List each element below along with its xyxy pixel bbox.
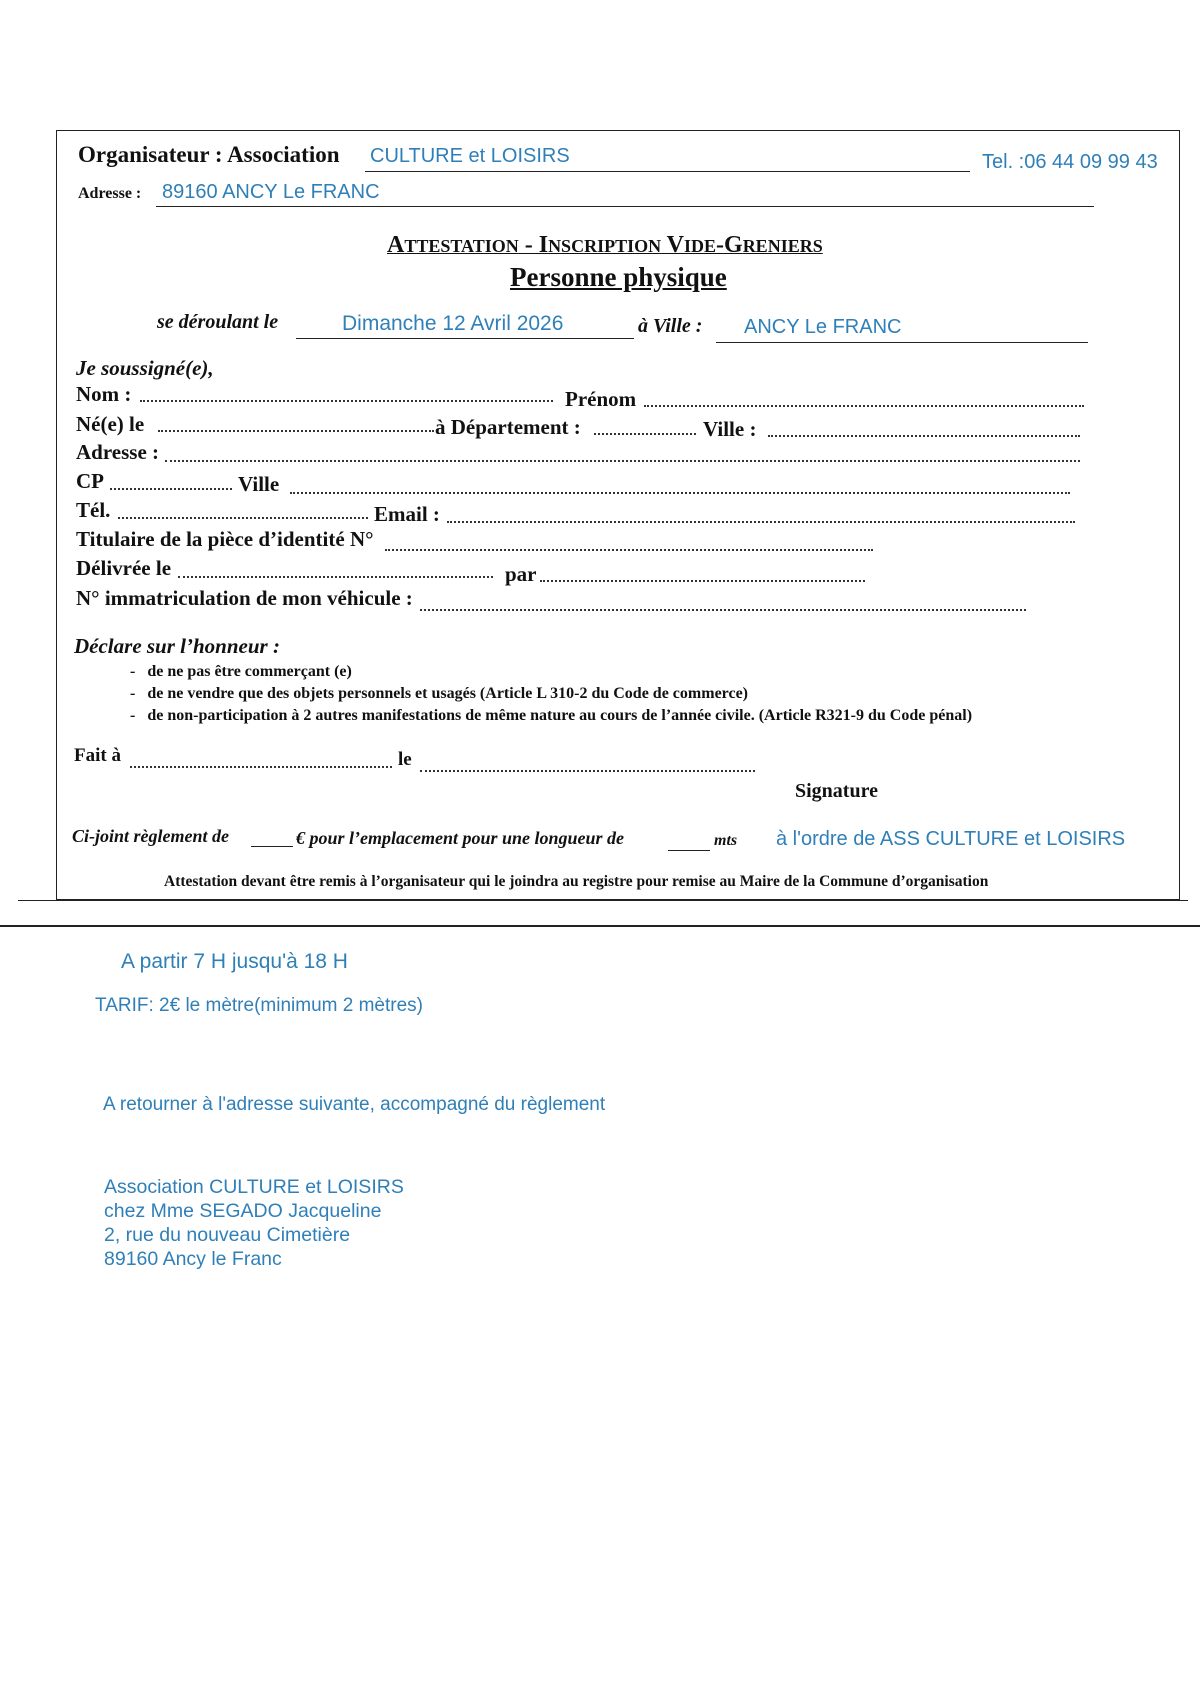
return-address-line: 89160 Ancy le Franc [104,1248,282,1270]
issued-date-label: Délivrée le [76,556,172,580]
city-field-label: Ville [238,472,280,496]
issued-by-label: par [505,562,537,586]
birth-city-label: Ville : [703,417,757,441]
cp-field[interactable] [110,488,232,490]
signature-label: Signature [795,780,878,802]
event-date: Dimanche 12 Avril 2026 [342,312,564,335]
address-underline [156,206,1094,207]
issued-date-field[interactable] [178,576,493,578]
document-subtitle: Personne physique [510,262,727,292]
tel-label: Tél. [76,498,111,522]
organizer-underline [365,171,970,172]
return-address-line: chez Mme SEGADO Jacqueline [104,1200,382,1222]
price-info: TARIF: 2€ le mètre(minimum 2 mètres) [95,995,423,1016]
city-underline [716,342,1088,343]
address-value: 89160 ANCY Le FRANC [162,181,380,203]
phone-number: Tel. :06 44 09 99 43 [982,151,1158,173]
document-title: ATTESTATION - INSCRIPTION VIDE-GRENIERS [387,232,823,258]
prenom-field[interactable] [644,405,1084,407]
declaration-item: - de non-participation à 2 autres manifestations de même nature au cours de l’année civile. (Article R321-9 du Code pénal) [130,707,973,724]
length-field[interactable] [668,850,710,851]
sign-date-field[interactable] [420,770,755,772]
id-number-field[interactable] [385,549,873,551]
cut-line [0,925,1200,927]
vehicle-plate-label: N° immatriculation de mon véhicule : [76,586,413,610]
email-label: Email : [374,502,440,526]
nom-field[interactable] [140,400,553,402]
return-address [104,1175,404,1271]
birth-date-field[interactable] [158,430,434,432]
declaration-heading: Déclare sur l’honneur : [74,634,280,658]
cp-label: CP [76,469,104,493]
cut-line [18,900,1188,901]
place-label: Fait à [74,745,121,766]
birth-dept-label: à Département : [435,415,581,439]
intro-text: Je soussigné(e), [76,356,214,380]
date-underline [296,338,634,339]
city-field[interactable] [290,492,1070,494]
address-field-label: Adresse : [76,440,160,464]
issued-by-field[interactable] [540,580,865,582]
address-field[interactable] [165,460,1080,462]
payment-label: Ci-joint règlement de [72,826,229,846]
id-number-label: Titulaire de la pièce d’identité N° [76,527,374,551]
return-address-line: 2, rue du nouveau Cimetière [104,1224,351,1246]
birth-dept-field[interactable] [594,433,696,435]
date-label: se déroulant le [157,311,279,333]
address-label: Adresse : [78,185,142,202]
prenom-label: Prénom [565,387,637,411]
sign-date-label: le [398,749,412,770]
event-city: ANCY Le FRANC [744,316,902,338]
submission-note: Attestation devant être remis à l’organisateur qui le joindra au registre pour remise au Maire de la Commune d’organisation [164,873,989,890]
payment-amount-field[interactable] [251,846,293,847]
payment-text: € pour l’emplacement pour une longueur de [296,828,625,848]
email-field[interactable] [447,521,1075,523]
return-address-line: Association CULTURE et LOISIRS [104,1176,404,1198]
birth-city-field[interactable] [768,435,1080,437]
declaration-item: - de ne vendre que des objets personnels et usagés (Article L 310-2 du Code de commerce) [130,685,749,702]
organizer-name: CULTURE et LOISIRS [370,145,570,167]
return-instruction: A retourner à l'adresse suivante, accompagné du règlement [103,1094,606,1115]
city-label: à Ville : [638,315,703,337]
nom-label: Nom : [76,382,132,406]
vehicle-plate-field[interactable] [420,609,1026,611]
birth-date-label: Né(e) le [76,412,145,436]
length-unit: mts [714,832,738,849]
organizer-label: Organisateur : Association [78,142,340,167]
opening-hours: A partir 7 H jusqu'à 18 H [121,950,348,973]
payment-payee: à l'ordre de ASS CULTURE et LOISIRS [776,828,1126,850]
declaration-item: - de ne pas être commerçant (e) [130,663,352,680]
tel-field[interactable] [118,517,368,519]
place-field[interactable] [130,766,392,768]
